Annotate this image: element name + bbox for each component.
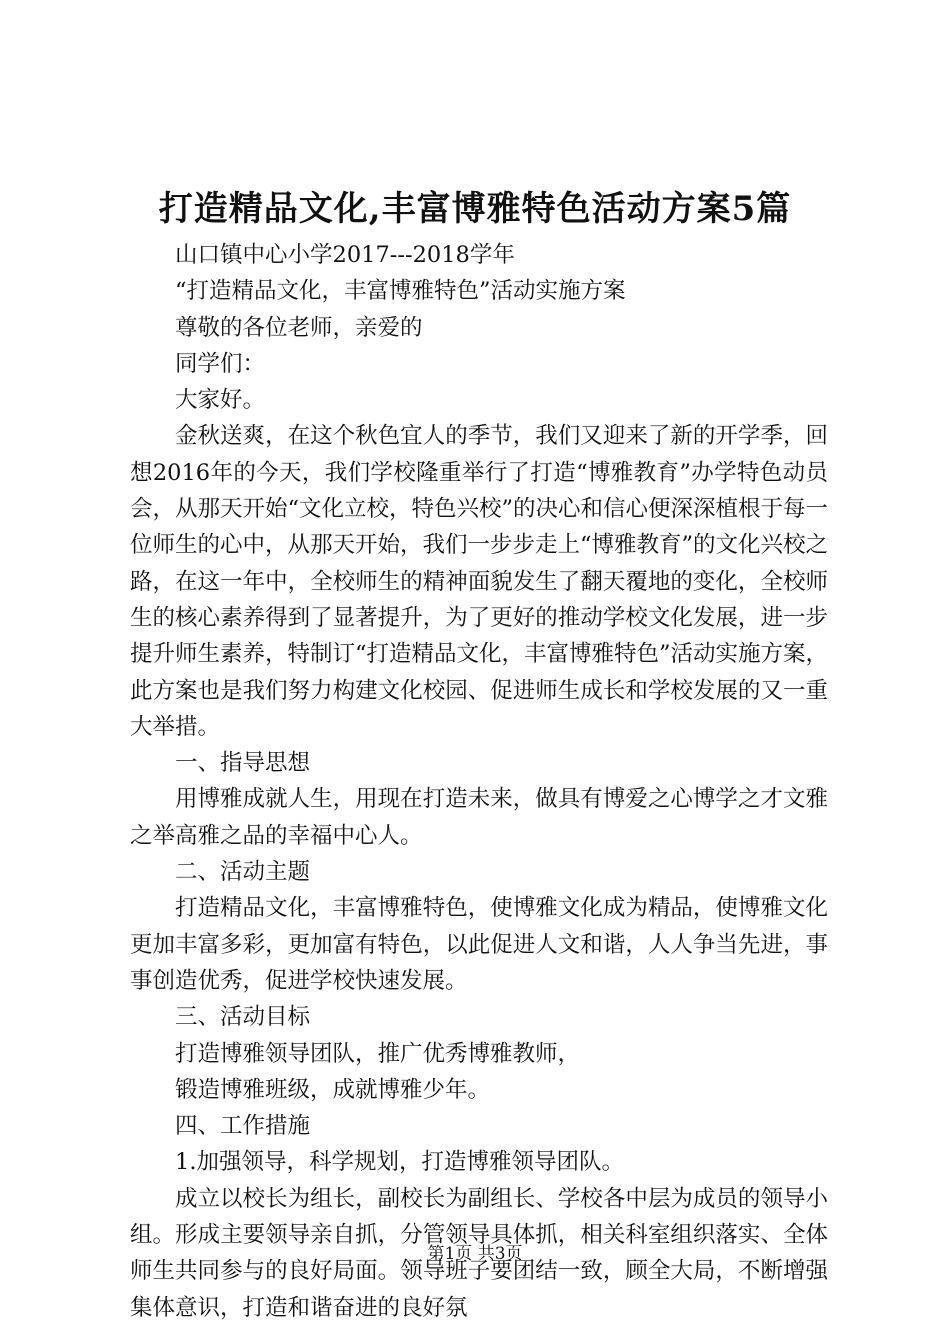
section-heading-measures: 四、工作措施: [175, 1113, 311, 1140]
section-heading-goals: 三、活动目标: [175, 1004, 311, 1031]
paragraph-goals-1: 打造博雅领导团队，推广优秀博雅教师，: [175, 1040, 581, 1067]
paragraph-measure-1: 成立以校长为组长，副校长为副组长、学校各中层为成员的领导小组。形成主要领导亲自抓，分管领导具体抓，相关科室组织落实、全体师生共同参与的良好局面。领导班子要团结一致，顾全大局，不断增强集体意识，打造和谐奋进的良好氛: [130, 1185, 828, 1321]
paragraph-school-year: 山口镇中心小学2017---2018学年: [175, 242, 515, 268]
paragraph-salutation-cont: 同学们：: [175, 350, 266, 377]
document-title: 打造精品文化,丰富博雅特色活动方案5篇: [158, 189, 792, 229]
document-body: [130, 237, 828, 1326]
paragraph-plan-name: “打造精品文化，丰富博雅特色”活动实施方案: [175, 278, 626, 305]
paragraph-goals-2: 锻造博雅班级，成就博雅少年。: [175, 1076, 491, 1103]
paragraph-guiding-thought: 用博雅成就人生，用现在打造未来，做具有博爱之心博学之才文雅之举高雅之品的幸福中心人。: [130, 786, 828, 849]
subheading-measure-1: 1.加强领导，科学规划，打造博雅领导团队。: [175, 1149, 624, 1176]
paragraph-salutation: 尊敬的各位老师，亲爱的: [175, 314, 423, 341]
page-footer: 第1页 共3页: [427, 1244, 523, 1264]
paragraph-intro: 金秋送爽，在这个秋色宜人的季节，我们又迎来了新的开学季，回想2016年的今天，我们学校隆重举行了打造“博雅教育”办学特色动员会，从那天开始“文化立校，特色兴校”的决心和信心便深深植根于每一位师生的心中，从那天开始，我们一步步走上“博雅教育”的文化兴校之路，在这一年中，全校师生的精神面貌发生了翻天覆地的变化，全校师生的核心素养得到了显著提升，为了更好的推动学校文化发展，进一步提升师生素养，特制订“打造精品文化，丰富博雅特色”活动实施方案，此方案也是我们努力构建文化校园、促进师生成长和学校发展的又一重大举措。: [130, 423, 829, 740]
section-heading-guiding-thought: 一、指导思想: [175, 750, 311, 777]
section-heading-theme: 二、活动主题: [175, 859, 311, 886]
paragraph-theme: 打造精品文化，丰富博雅特色，使博雅文化成为精品，使博雅文化更加丰富多彩，更加富有特色，以此促进人文和谐，人人争当先进，事事创造优秀，促进学校快速发展。: [130, 895, 828, 994]
paragraph-greeting: 大家好。: [175, 387, 266, 414]
